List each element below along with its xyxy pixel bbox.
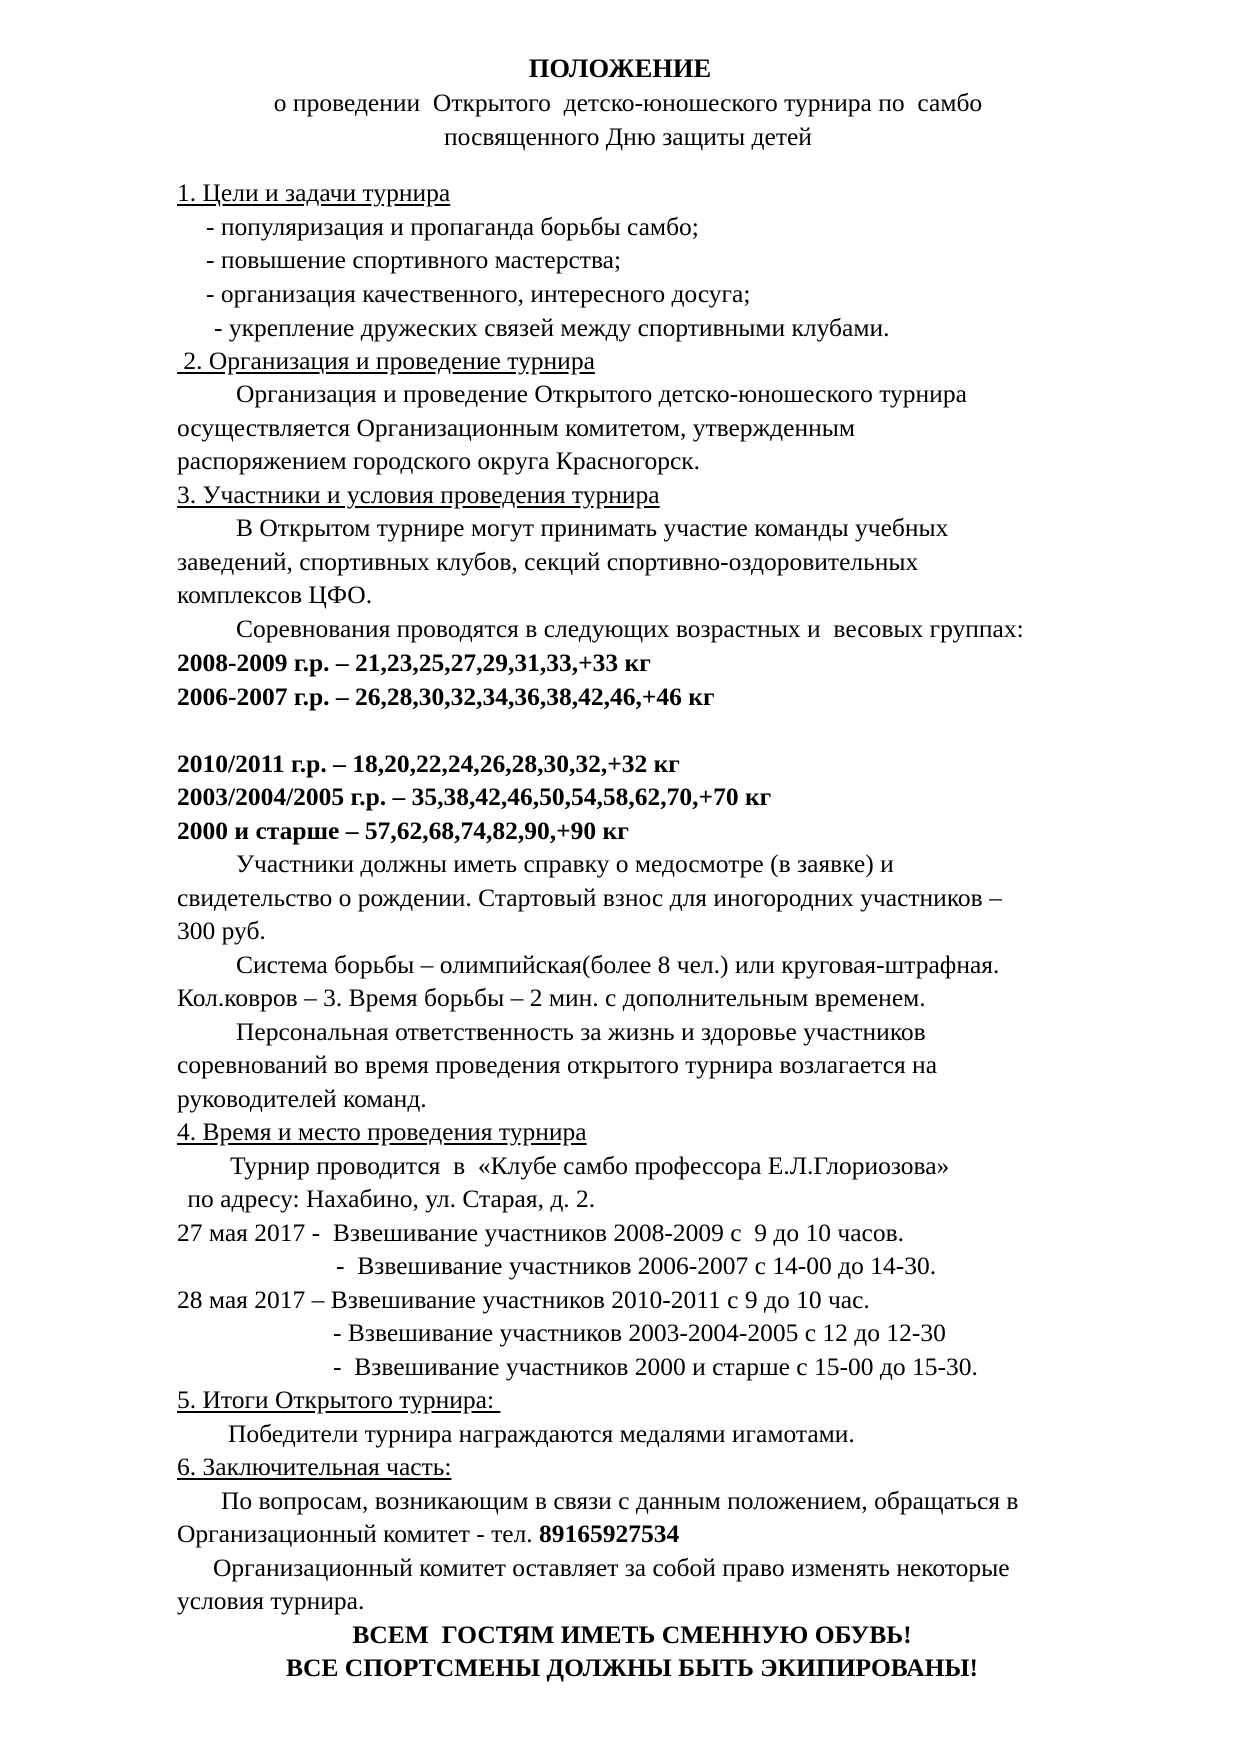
phone-number: 89165927534 [539,1519,680,1548]
weight-group: 2006-2007 г.р. – 26,28,30,32,34,36,38,42,46,+46 кг [177,682,715,711]
document-title: ПОЛОЖЕНИЕ [528,53,712,83]
entry-fee: 300 руб. [177,916,266,945]
groups-intro: Соревнования проводятся в следующих возрастных и весовых группах: [236,614,1024,643]
footer-notice-equipment: ВСЕ СПОРТСМЕНЫ ДОЛЖНЫ БЫТЬ ЭКИПИРОВАНЫ! [286,1653,978,1682]
schedule-line: 28 мая 2017 – Взвешивание участников 2010-2011 с 9 до 10 час. [177,1285,870,1314]
system-line: Кол.ковров – 3. Время борьбы – 2 мин. с дополнительным временем. [177,983,926,1012]
section-3-intro-line: заведений, спортивных клубов, секций спортивно-оздоровительных [177,547,919,576]
docs-line: Участники должны иметь справку о медосмотре (в заявке) и [236,849,894,878]
weight-group: 2010/2011 г.р. – 18,20,22,24,26,28,30,32,+32 кг [177,749,680,778]
section-5-heading: 5. Итоги Открытого турнира: [177,1385,501,1414]
section-3-intro-line: комплексов ЦФО. [177,580,373,609]
awards-line: Победители турнира награждаются медалями игамотами. [228,1419,855,1448]
document-subtitle-line-2: посвященного Дню защиты детей [444,122,812,151]
rights-line: условия турнира. [177,1586,365,1615]
goal-item: - популяризация и пропаганда борьбы самбо; [206,212,699,241]
schedule-line: 27 мая 2017 - Взвешивание участников 2008-2009 с 9 до 10 часов. [177,1218,905,1247]
goal-item: - повышение спортивного мастерства; [206,245,622,274]
goal-item: - организация качественного, интересного досуга; [206,279,751,308]
schedule-line: - Взвешивание участников 2000 и старше с 15-00 до 15-30. [333,1352,978,1381]
section-4-heading: 4. Время и место проведения турнира [177,1117,587,1146]
rights-line: Организационный комитет оставляет за собой право изменять некоторые [213,1553,1010,1582]
section-3-heading: 3. Участники и условия проведения турнира [177,480,660,509]
goal-item: - укрепление дружеских связей между спортивными клубами. [214,313,890,342]
section-2-paragraph-line: распоряжением городского округа Красногорск. [177,446,701,475]
venue-line: Турнир проводится в «Клубе самбо профессора Е.Л.Глориозова» [230,1151,950,1180]
section-2-heading: 2. Организация и проведение турнира [177,346,595,375]
responsibility-line: руководителей команд. [177,1084,427,1113]
contact-line [177,1518,679,1550]
schedule-line: - Взвешивание участников 2003-2004-2005 с 12 до 12-30 [333,1318,946,1347]
footer-notice-shoes: ВСЕМ ГОСТЯМ ИМЕТЬ СМЕННУЮ ОБУВЬ! [352,1620,912,1649]
responsibility-line: Персональная ответственность за жизнь и здоровье участников [236,1017,926,1046]
section-3-intro-line: В Открытом турнире могут принимать участие команды учебных [236,513,949,542]
weight-group: 2008-2009 г.р. – 21,23,25,27,29,31,33,+33 кг [177,648,651,677]
weight-group: 2003/2004/2005 г.р. – 35,38,42,46,50,54,58,62,70,+70 кг [177,782,772,811]
section-2-paragraph-line: Организация и проведение Открытого детско-юношеского турнира [236,379,967,408]
weight-group: 2000 и старше – 57,62,68,74,82,90,+90 кг [177,816,629,845]
system-line: Система борьбы – олимпийская(более 8 чел.) или круговая-штрафная. [236,950,1000,979]
section-1-heading: 1. Цели и задачи турнира [177,178,451,207]
contact-line: По вопросам, возникающим в связи с данным положением, обращаться в [221,1486,1019,1515]
section-2-paragraph-line: осуществляется Организационным комитетом, утвержденным [177,413,856,442]
responsibility-line: соревнований во время проведения открытого турнира возлагается на [177,1050,938,1079]
address-line: по адресу: Нахабино, ул. Старая, д. 2. [181,1184,596,1213]
schedule-line: - Взвешивание участников 2006-2007 с 14-00 до 14-30. [336,1251,937,1280]
docs-line: свидетельство о рождении. Стартовый взнос для иногородних участников – [177,883,1002,912]
contact-prefix: Организационный комитет - тел. [177,1519,540,1548]
section-6-heading: 6. Заключительная часть: [177,1452,452,1481]
document-subtitle-line-1: о проведении Открытого детско-юношеского турнира по самбо [273,88,983,117]
